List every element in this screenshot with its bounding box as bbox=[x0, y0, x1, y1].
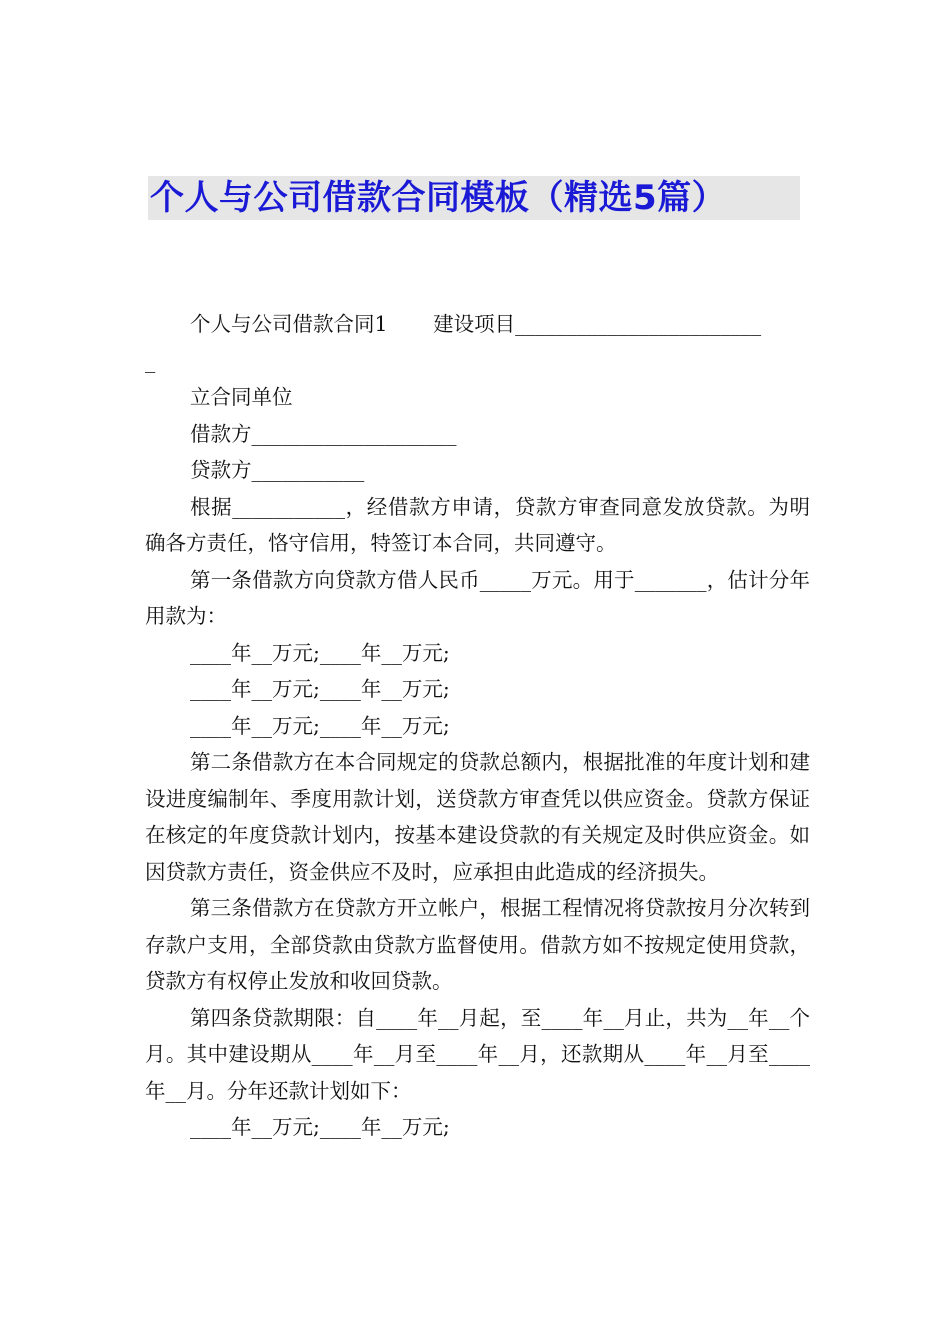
paragraph-underline-continuation: _ bbox=[145, 348, 156, 373]
paragraph-article-4: 第四条贷款期限：自____年__月起，至____年__月止，共为__年__个月。其中建设期从____年__月至____年__月，还款期从____年__月至____年__月。分年还款计划如下： bbox=[145, 1005, 810, 1103]
paragraph-lender: 贷款方___________ bbox=[190, 458, 365, 482]
paragraph-contracting-parties: 立合同单位 bbox=[190, 385, 293, 409]
page-title: 个人与公司借款合同模板（精选5篇） bbox=[150, 178, 727, 218]
paragraph-heading-contract-1: 个人与公司借款合同1 建设项目________________________ bbox=[190, 312, 762, 336]
paragraph-article-3: 第三条借款方在贷款方开立帐户，根据工程情况将贷款按月分次转到存款户支用，全部贷款由贷款方监督使用。借款方如不按规定使用贷款，贷款方有权停止发放和收回贷款。 bbox=[145, 896, 810, 993]
document-body bbox=[145, 306, 810, 1146]
paragraph-repayment-line: ____年__万元;____年__万元; bbox=[190, 1115, 450, 1139]
paragraph-preamble: 根据___________，经借款方申请，贷款方审查同意发放贷款。为明确各方责任，恪守信用，特签订本合同，共同遵守。 bbox=[145, 494, 810, 555]
paragraph-schedule-line: ____年__万元;____年__万元; bbox=[190, 713, 450, 738]
paragraph-schedule-line: ____年__万元;____年__万元; bbox=[190, 640, 450, 665]
paragraph-schedule-line: ____年__万元;____年__万元; bbox=[190, 677, 450, 701]
paragraph-borrower: 借款方____________________ bbox=[190, 421, 457, 446]
paragraph-article-2: 第二条借款方在本合同规定的贷款总额内，根据批准的年度计划和建设进度编制年、季度用款计划，送贷款方审查凭以供应资金。贷款方保证在核定的年度贷款计划内，按基本建设贷款的有关规定及时供应资金。如因贷款方责任，资金供应不及时，应承担由此造成的经济损失。 bbox=[145, 750, 810, 884]
paragraph-article-1: 第一条借款方向贷款方借人民币_____万元。用于_______，估计分年用款为： bbox=[145, 567, 810, 628]
